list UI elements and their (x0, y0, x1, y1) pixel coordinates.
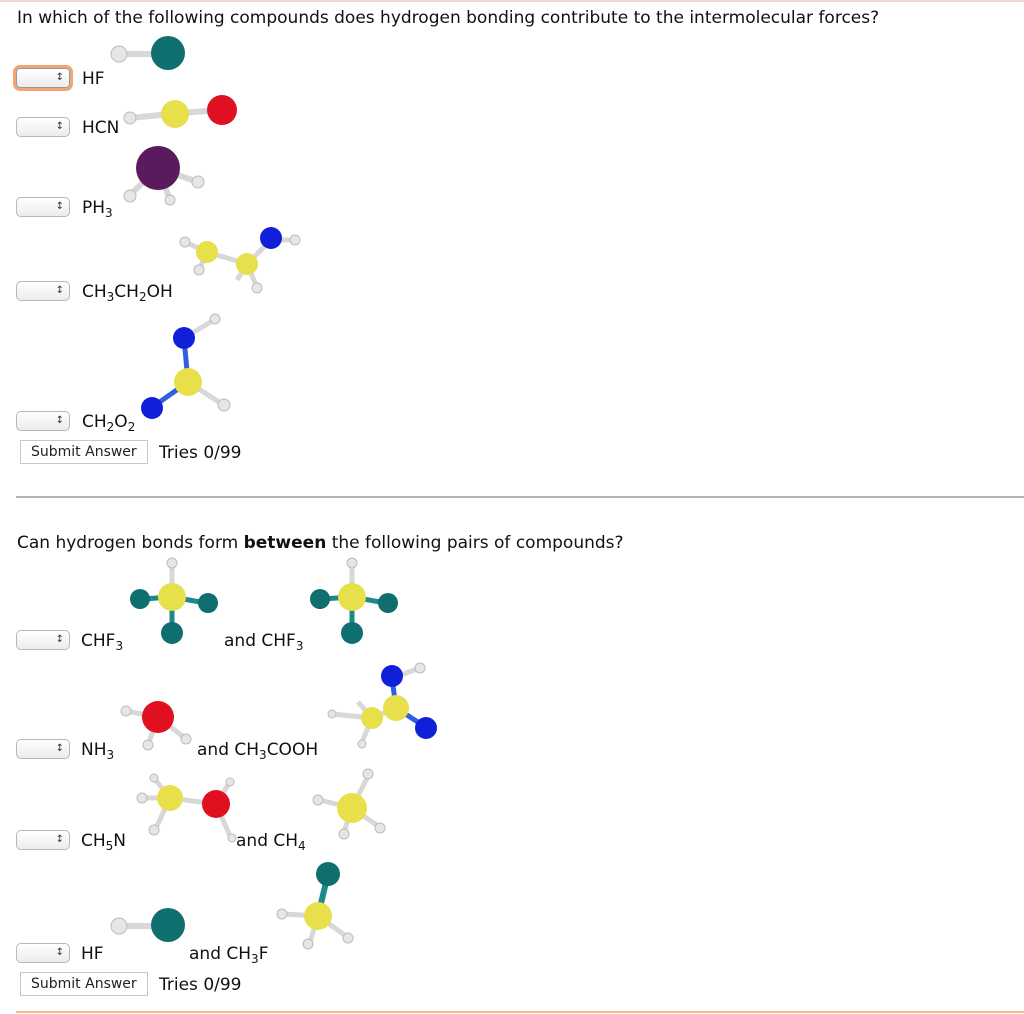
hcn-answer-select[interactable] (16, 117, 70, 137)
section-divider (16, 496, 1024, 498)
select-arrows-icon: ↕ (55, 743, 64, 754)
top-border (0, 0, 1024, 2)
pair-3-left-label: $CH_5N$ (81, 831, 127, 853)
ch2o2-answer-select[interactable] (16, 411, 70, 431)
select-arrows-icon: ↕ (55, 634, 64, 645)
pair-2-left-label: $NH_3$ (81, 740, 115, 762)
ch2o2-molecule-image (138, 310, 238, 420)
select-arrows-icon: ↕ (55, 72, 64, 83)
hf-answer-select[interactable] (16, 68, 70, 88)
question-2-text: Can hydrogen bonds form between the following pairs of compounds? (17, 533, 624, 553)
compound-label-ch3ch2oh: $CH_3CH_2OH$ (82, 282, 173, 304)
submit-answer-button-1[interactable]: Submit Answer (20, 440, 148, 464)
pair-1-answer-select[interactable] (16, 630, 70, 650)
compound-label-ph3: $PH_3$ (82, 198, 113, 220)
nh3-molecule-image (118, 695, 198, 755)
ph3-molecule-image (110, 140, 210, 210)
pair-4-right-label: and $CH_3F$ (189, 944, 269, 966)
chf3-molecule-image-left (126, 555, 222, 651)
tries-counter-1: Tries 0/99 (159, 443, 242, 463)
pair-2-right-label: and $CH_3COOH$ (197, 740, 319, 762)
ch3cooh-molecule-image (322, 660, 442, 752)
ch3ch2oh-answer-select[interactable] (16, 281, 70, 301)
pair-4-left-label: HF (81, 944, 104, 964)
pair-1-left-label: $CHF_3$ (81, 631, 124, 653)
ch5n-molecule-image (132, 768, 242, 844)
ph3-answer-select[interactable] (16, 197, 70, 217)
select-arrows-icon: ↕ (55, 947, 64, 958)
ch3ch2oh-molecule-image (175, 222, 305, 300)
pair-3-answer-select[interactable] (16, 830, 70, 850)
question-1-text: In which of the following compounds does hydrogen bonding contribute to the intermolecular forces? (17, 8, 880, 28)
hf-molecule-image (105, 34, 195, 74)
ch4-molecule-image (308, 768, 388, 840)
pair-2-answer-select[interactable] (16, 739, 70, 759)
ch3f-molecule-image (272, 858, 362, 954)
compound-label-ch2o2: $CH_2O_2$ (82, 412, 136, 434)
pair-1-right-label: and $CHF_3$ (224, 631, 304, 653)
submit-answer-button-2[interactable]: Submit Answer (20, 972, 148, 996)
compound-label-hcn: HCN (82, 118, 120, 138)
hcn-molecule-image (120, 92, 250, 140)
select-arrows-icon: ↕ (55, 285, 64, 296)
pair-3-right-label: and $CH_4$ (236, 831, 306, 853)
hf-molecule-image-2 (105, 906, 195, 946)
pair-4-answer-select[interactable] (16, 943, 70, 963)
select-arrows-icon: ↕ (55, 201, 64, 212)
chf3-molecule-image-right (306, 555, 402, 651)
bottom-border (16, 1011, 1024, 1013)
select-arrows-icon: ↕ (55, 121, 64, 132)
compound-label-hf: HF (82, 69, 105, 89)
tries-counter-2: Tries 0/99 (159, 975, 242, 995)
select-arrows-icon: ↕ (55, 415, 64, 426)
select-arrows-icon: ↕ (55, 834, 64, 845)
